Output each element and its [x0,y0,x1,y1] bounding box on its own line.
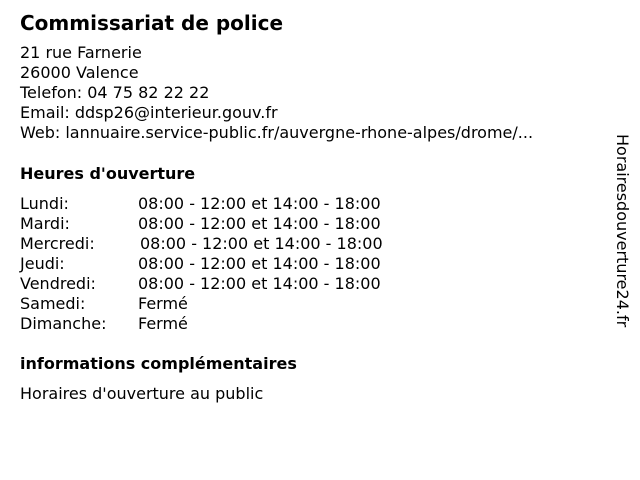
page-title: Commissariat de police [20,11,284,35]
watermark [608,134,636,374]
hours-time: Fermé [138,314,188,333]
hours-time: 08:00 - 12:00 et 14:00 - 18:00 [138,254,381,273]
hours-row-sunday [20,314,383,334]
info-text: Horaires d'ouverture au public [20,384,264,403]
web-line: Web: lannuaire.service-public.fr/auvergne-rhone-alpes/drome/... [20,123,534,142]
email-line: Email: ddsp26@interieur.gouv.fr [20,103,278,122]
hours-day: Vendredi: [20,274,96,293]
hours-row-friday [20,274,383,294]
address-city: 26000 Valence [20,63,139,82]
hours-row-tuesday [20,214,383,234]
opening-hours-table [20,194,383,334]
hours-time: Fermé [138,294,188,313]
address-block [20,43,533,143]
hours-row-wednesday [20,234,383,254]
hours-time: 08:00 - 12:00 et 14:00 - 18:00 [138,214,381,233]
hours-day: Mardi: [20,214,70,233]
hours-row-monday [20,194,383,214]
hours-row-saturday [20,294,383,314]
hours-day: Samedi: [20,294,86,313]
hours-time: 08:00 - 12:00 et 14:00 - 18:00 [138,274,381,293]
hours-day: Dimanche: [20,314,107,333]
hours-row-thursday [20,254,383,274]
hours-time: 08:00 - 12:00 et 14:00 - 18:00 [140,234,383,253]
hours-day: Mercredi: [20,234,95,253]
watermark-text: Horairesdouverture24.fr [613,134,632,328]
address-street: 21 rue Farnerie [20,43,142,62]
phone-line: Telefon: 04 75 82 22 22 [20,83,210,102]
hours-day: Lundi: [20,194,69,213]
info-heading: informations complémentaires [20,354,297,373]
hours-time: 08:00 - 12:00 et 14:00 - 18:00 [138,194,381,213]
hours-heading: Heures d'ouverture [20,164,196,183]
hours-day: Jeudi: [20,254,65,273]
